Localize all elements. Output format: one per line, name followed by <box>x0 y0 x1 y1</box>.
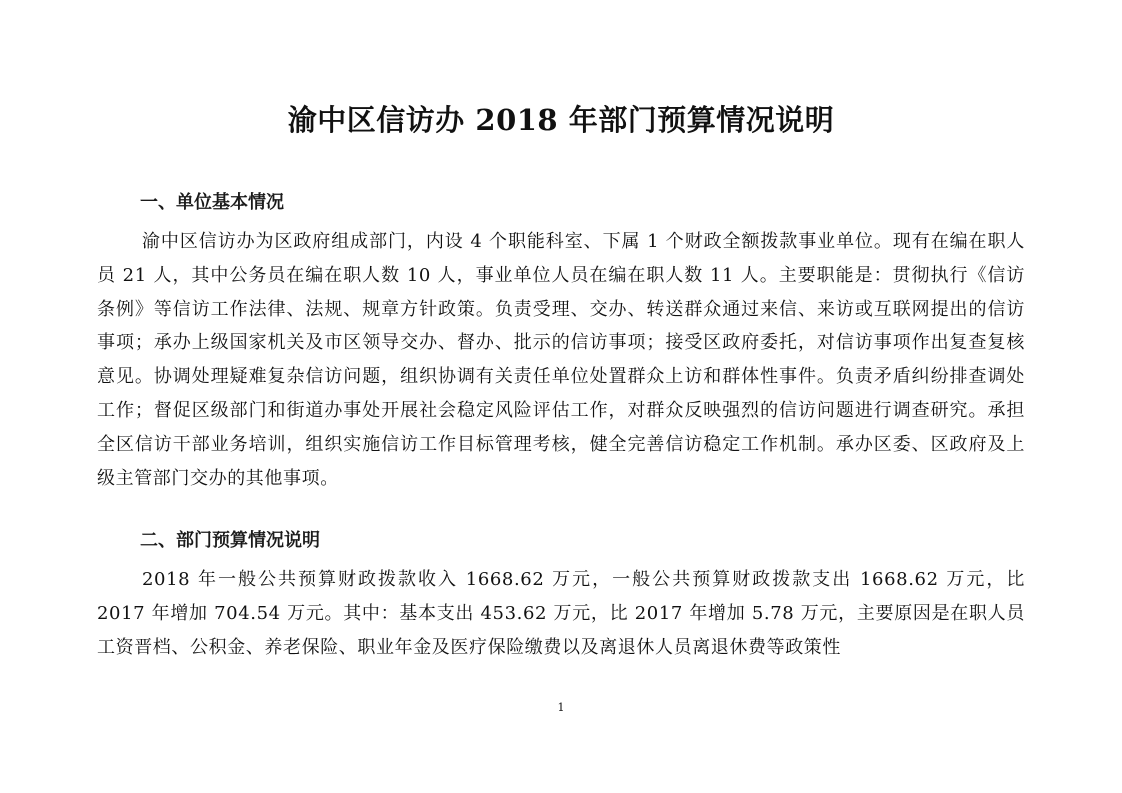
section-heading-budget: 二、部门预算情况说明 <box>140 530 320 551</box>
section-paragraph-basic-info: 渝中区信访办为区政府组成部门，内设 4 个职能科室、下属 1 个财政全额拨款事业单位。现有在编在职人员 21 人，其中公务员在编在职人数 10 人，事业单位人员在编在职人数 11 人。主要职能是：贯彻执行《信访条例》等信访工作法律、法规、规章方针政策。负责受理、交办、转送群众通过来信、来访或互联网提出的信访事项；承办上级国家机关及市区领导交办、督办、批示的信访事项；接受区政府委托，对信访事项作出复查复核意见。协调处理疑难复杂信访问题，组织协调有关责任单位处置群众上访和群体性事件。负责矛盾纠纷排查调处工作；督促区级部门和街道办事处开展社会稳定风险评估工作，对群众反映强烈的信访问题进行调查研究。承担全区信访干部业务培训，组织实施信访工作目标管理考核，健全完善信访稳定工作机制。承办区委、区政府及上级主管部门交办的其他事项。 <box>97 231 1025 489</box>
page-number: 1 <box>557 701 565 714</box>
section-heading-basic-info: 一、单位基本情况 <box>140 192 284 213</box>
document-title: 渝中区信访办 2018 年部门预算情况说明 <box>287 103 835 137</box>
section-paragraph-budget: 2018 年一般公共预算财政拨款收入 1668.62 万元，一般公共预算财政拨款支出 1668.62 万元，比 2017 年增加 704.54 万元。其中：基本支出 453.62 万元，比 2017 年增加 5.78 万元，主要原因是在职人员工资晋档、公积金、养老保险、职业年金及医疗保险缴费以及离退休人员离退休费等政策性 <box>97 569 1025 658</box>
